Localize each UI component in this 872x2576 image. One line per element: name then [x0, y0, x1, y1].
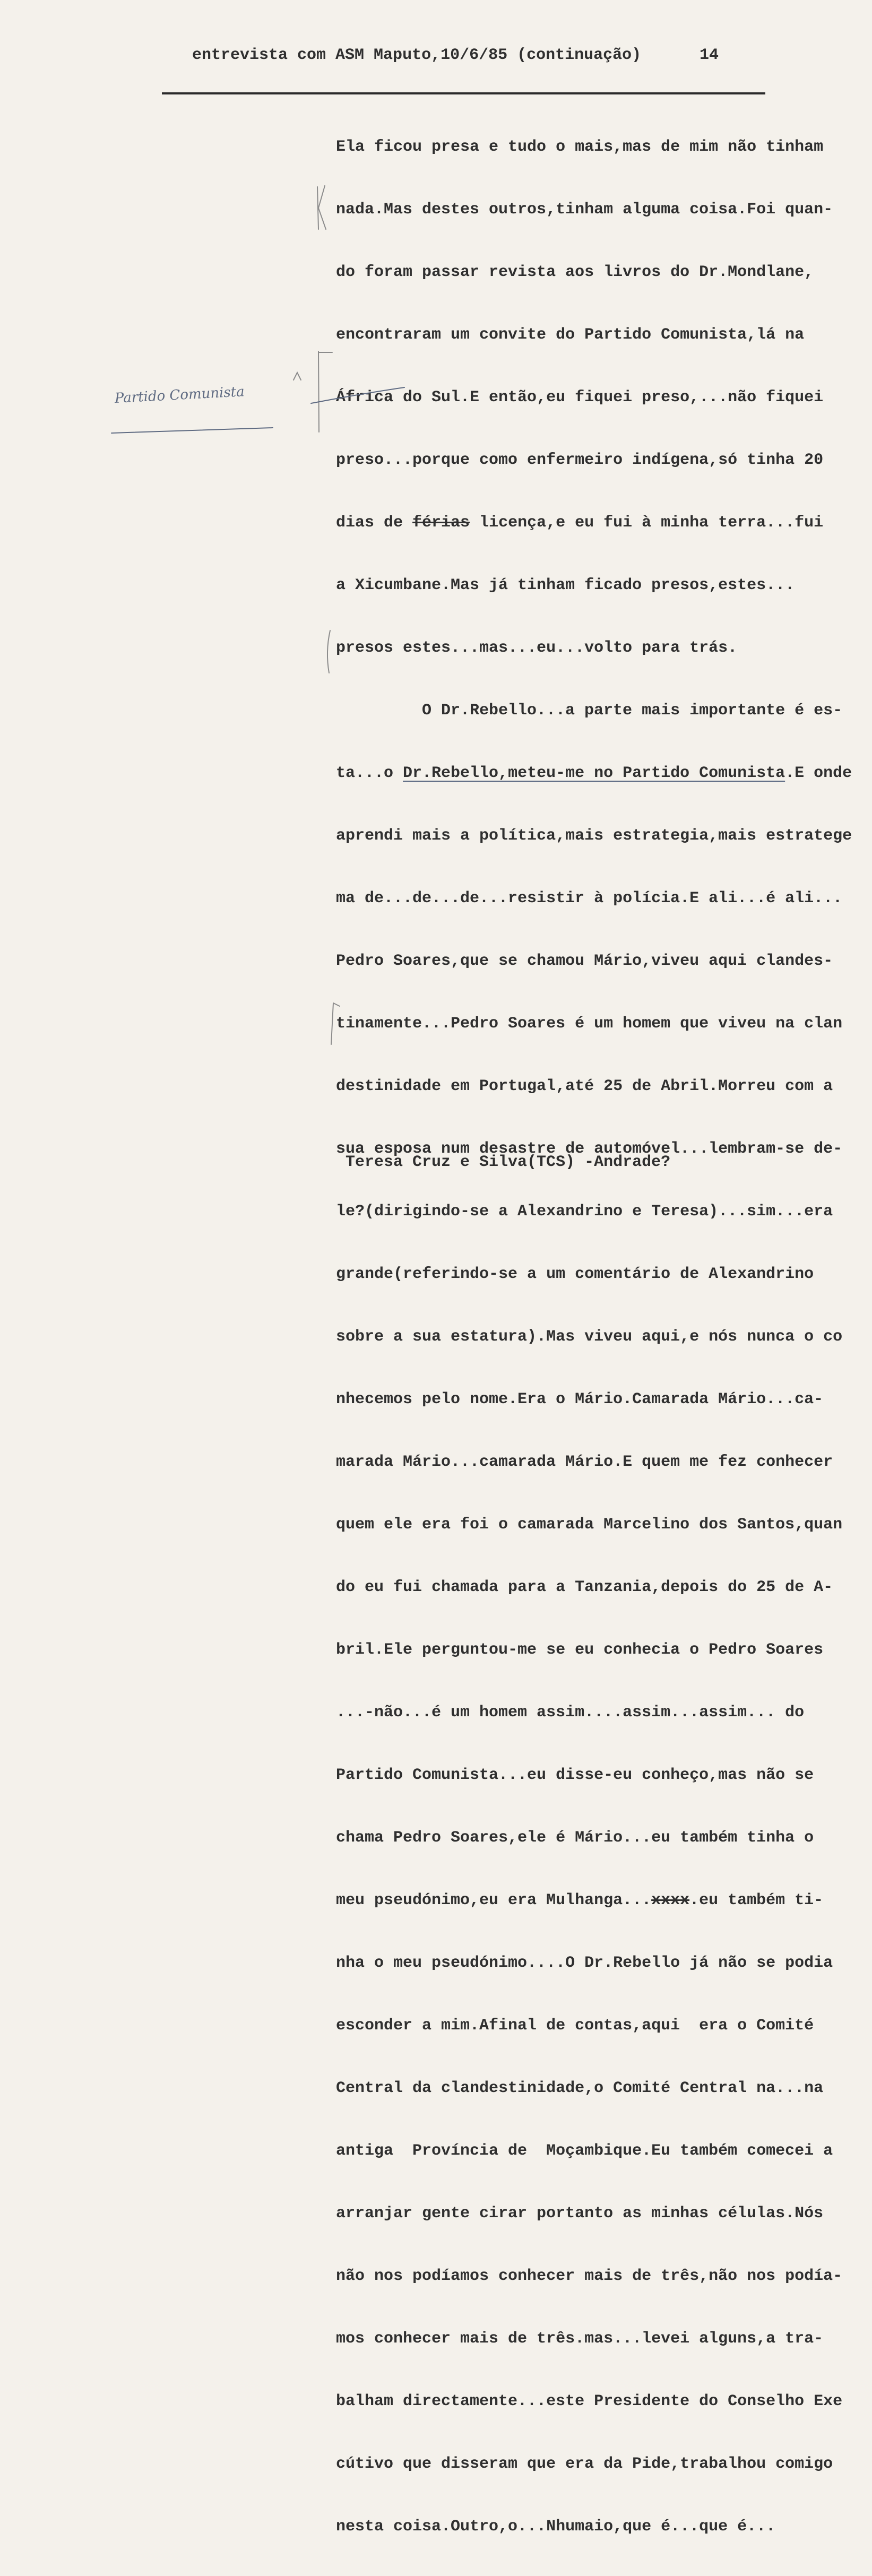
pencil-bracket-mark [318, 186, 326, 229]
page-number: 14 [700, 46, 719, 64]
pen-note-underline [111, 428, 273, 433]
body-line: não nos podíamos conhecer mais de três,não nos podía- [336, 2267, 843, 2285]
pencil-caret-mark [293, 373, 301, 380]
body-line: chama Pedro Soares,ele é Mário...eu também tinha o [336, 1829, 814, 1847]
body-line: marada Mário...camarada Mário.E quem me fez conhecer [336, 1453, 833, 1471]
body-line: aprendi mais a política,mais estrategia,mais estratege [336, 827, 852, 845]
pen-underlined-phrase: Dr.Rebello,meteu-me no Partido Comunista [403, 764, 785, 782]
struck-out-word: férias [412, 514, 470, 532]
line-segment: licença,e eu fui à minha terra...fui [470, 514, 824, 532]
body-line: do foram passar revista aos livros do Dr.Mondlane, [336, 263, 814, 281]
line-segment: ta...o [336, 764, 403, 782]
line-segment: meu pseudónimo,eu era Mulhanga... [336, 1891, 652, 1909]
handwritten-margin-note: Partido Comunista [114, 384, 245, 407]
body-line: do eu fui chamada para a Tanzania,depois do 25 de A- [336, 1578, 833, 1596]
body-line: mos conhecer mais de três.mas...levei alguns,a tra- [336, 2330, 824, 2348]
body-line: nha o meu pseudónimo....O Dr.Rebello já não se podia [336, 1954, 833, 1972]
body-line: cútivo que disseram que era da Pide,trabalhou comigo [336, 2455, 833, 2473]
body-line: ma de...de...de...resistir à polícia.E ali...é ali... [336, 889, 843, 907]
body-line: quem ele era foi o camarada Marcelino dos Santos,quan [336, 1516, 843, 1534]
line-segment: .eu também ti- [689, 1891, 824, 1909]
body-line: Partido Comunista...eu disse-eu conheço,mas não se [336, 1766, 814, 1784]
body-line: Pedro Soares,que se chamou Mário,viveu aqui clandes- [336, 952, 833, 970]
body-line: a Xicumbane.Mas já tinham ficado presos,estes... [336, 576, 795, 594]
body-line [336, 760, 867, 786]
body-line: nhecemos pelo nome.Era o Mário.Camarada Mário...ca- [336, 1390, 824, 1408]
body-line [336, 1887, 867, 1914]
pencil-bracket-mark [318, 351, 332, 432]
pencil-bracket-mark [317, 187, 318, 229]
struck-out-word: xxxx [651, 1891, 690, 1909]
body-line: balham directamente...este Presidente do Conselho Exe [336, 2392, 843, 2410]
body-line: le?(dirigindo-se a Alexandrino e Teresa)...sim...era [336, 1203, 833, 1221]
body-line: presos estes...mas...eu...volto para trás. [336, 639, 738, 657]
body-line: encontraram um convite do Partido Comunista,lá na [336, 326, 805, 344]
body-line: ...-não...é um homem assim....assim...assim... do [336, 1704, 805, 1722]
body-line: arranjar gente cirar portanto as minhas células.Nós [336, 2205, 824, 2223]
line-segment: dias de [336, 514, 413, 532]
body-line: nesta coisa.Outro,o...Nhumaio,que é...que é... [336, 2518, 776, 2536]
body-line: tinamente...Pedro Soares é um homem que viveu na clan [336, 1015, 843, 1033]
body-line-paragraph-start: O Dr.Rebello...a parte mais importante é es- [422, 702, 843, 720]
body-line: África do Sul.E então,eu fiquei preso,...não fiquei [336, 388, 824, 407]
body-line: destinidade em Portugal,até 25 de Abril.Morreu com a [336, 1077, 833, 1095]
body-line: nada.Mas destes outros,tinham alguma coisa.Foi quan- [336, 201, 833, 219]
body-line: sua esposa num desastre de automóvel...lembram-se de- [336, 1140, 843, 1158]
body-line: esconder a mim.Afinal de contas,aqui era o Comité [336, 2017, 814, 2035]
body-line: sobre a sua estatura).Mas viveu aqui,e nós nunca o co [336, 1328, 843, 1346]
body-line: Ela ficou presa e tudo o mais,mas de mim não tinham [336, 138, 824, 156]
body-text [336, 98, 867, 2576]
body-line: Central da clandestinidade,o Comité Central na...na [336, 2079, 824, 2097]
pencil-side-line [327, 630, 330, 673]
body-line: preso...porque como enfermeiro indígena,só tinha 20 [336, 451, 824, 469]
body-line: bril.Ele perguntou-me se eu conhecia o Pedro Soares [336, 1641, 824, 1659]
line-segment: .E onde [785, 764, 852, 782]
body-line: grande(referindo-se a um comentário de Alexandrino [336, 1265, 814, 1283]
speaker-line: Teresa Cruz e Silva(TCS) -Andrade? [346, 1153, 671, 1171]
body-line [336, 509, 867, 536]
body-line: antiga Província de Moçambique.Eu também comecei a [336, 2142, 833, 2160]
header-title: entrevista com ASM Maputo,10/6/85 (continuação) [192, 46, 642, 64]
header-rule [162, 92, 765, 94]
